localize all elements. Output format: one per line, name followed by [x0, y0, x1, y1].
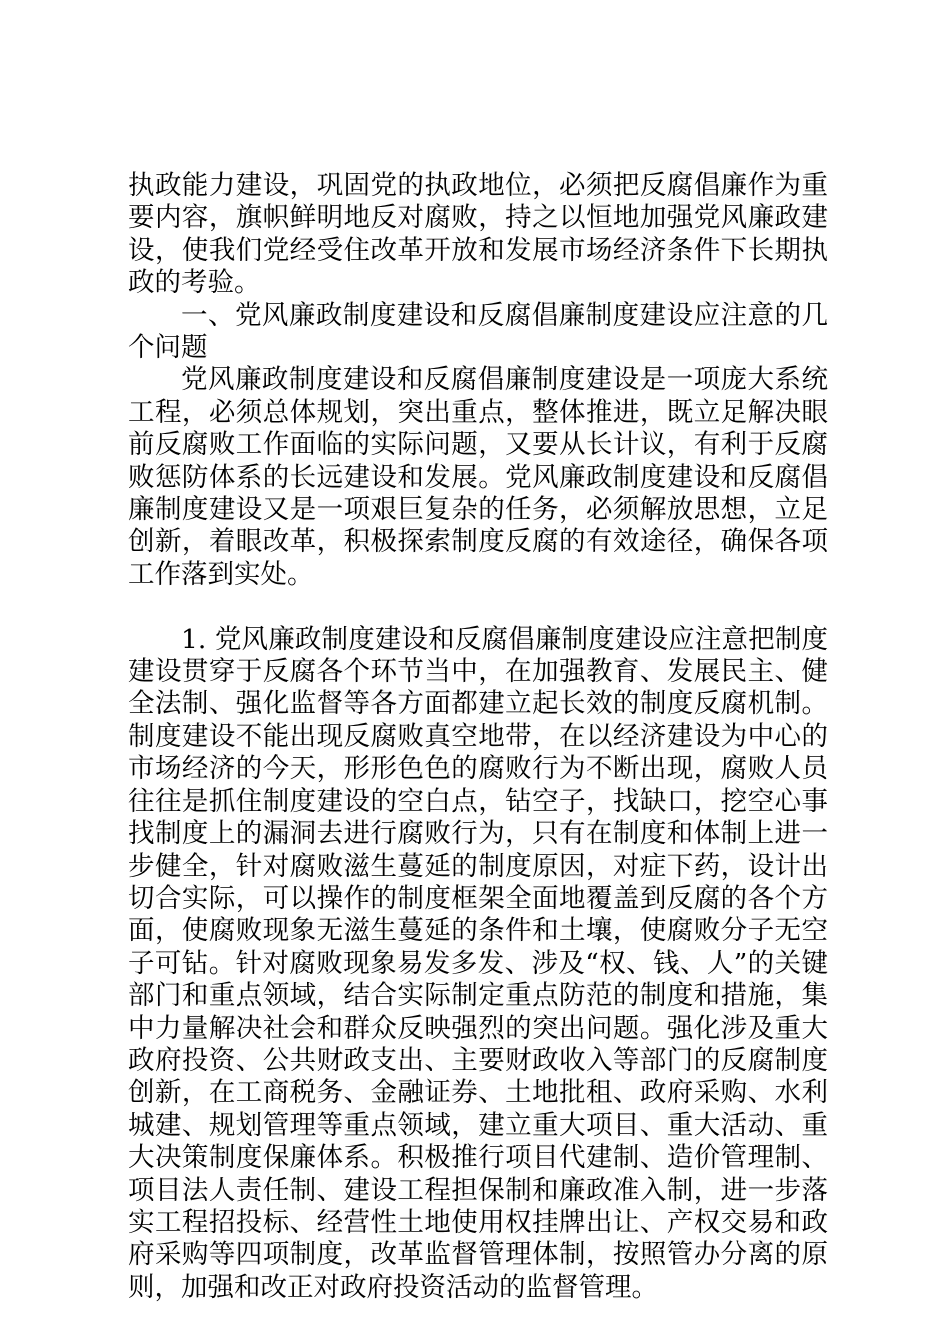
document-body: [128, 170, 828, 1304]
paragraph-gap: [128, 591, 828, 623]
paragraph-point-1: 1. 党风廉政制度建设和反腐倡廉制度建设应注意把制度建设贯穿于反腐各个环节当中，在加强教育、发展民主、健全法制、强化监督等各方面都建立起长效的制度反腐机制。制度建设不能出现反腐败真空地带，在以经济建设为中心的市场经济的今天，形形色色的腐败行为不断出现，腐败人员往往是抓住制度建设的空白点，钻空子，找缺口，挖空心事找制度上的漏洞去进行腐败行为，只有在制度和体制上进一步健全，针对腐败滋生蔓延的制度原因，对症下药，设计出切合实际，可以操作的制度框架全面地覆盖到反腐的各个方面，使腐败现象无滋生蔓延的条件和土壤，使腐败分子无空子可钻。针对腐败现象易发多发、涉及“权、钱、人”的关键部门和重点领域，结合实际制定重点防范的制度和措施，集中力量解决社会和群众反映强烈的突出问题。强化涉及重大政府投资、公共财政支出、主要财政收入等部门的反腐制度创新，在工商税务、金融证券、土地批租、政府采购、水利城建、规划管理等重点领域，建立重大项目、重大活动、重大决策制度保廉体系。积极推行项目代建制、造价管理制、项目法人责任制、建设工程担保制和廉政准入制，进一步落实工程招投标、经营性土地使用权挂牌出让、产权交易和政府采购等四项制度，改革监督管理体制，按照管办分离的原则，加强和改正对政府投资活动的监督管理。: [128, 623, 828, 1303]
paragraph-continuation: 执政能力建设，巩固党的执政地位，必须把反腐倡廉作为重要内容，旗帜鲜明地反对腐败，持之以恒地加强党风廉政建设，使我们党经受住改革开放和发展市场经济条件下长期执政的考验。: [128, 170, 828, 299]
section-heading: 一、党风廉政制度建设和反腐倡廉制度建设应注意的几个问题: [128, 299, 828, 364]
paragraph-overview: 党风廉政制度建设和反腐倡廉制度建设是一项庞大系统工程，必须总体规划，突出重点，整体推进，既立足解决眼前反腐败工作面临的实际问题，又要从长计议，有利于反腐败惩防体系的长远建设和发展。党风廉政制度建设和反腐倡廉制度建设又是一项艰巨复杂的任务，必须解放思想，立足创新，着眼改革，积极探索制度反腐的有效途径，确保各项工作落到实处。: [128, 364, 828, 590]
